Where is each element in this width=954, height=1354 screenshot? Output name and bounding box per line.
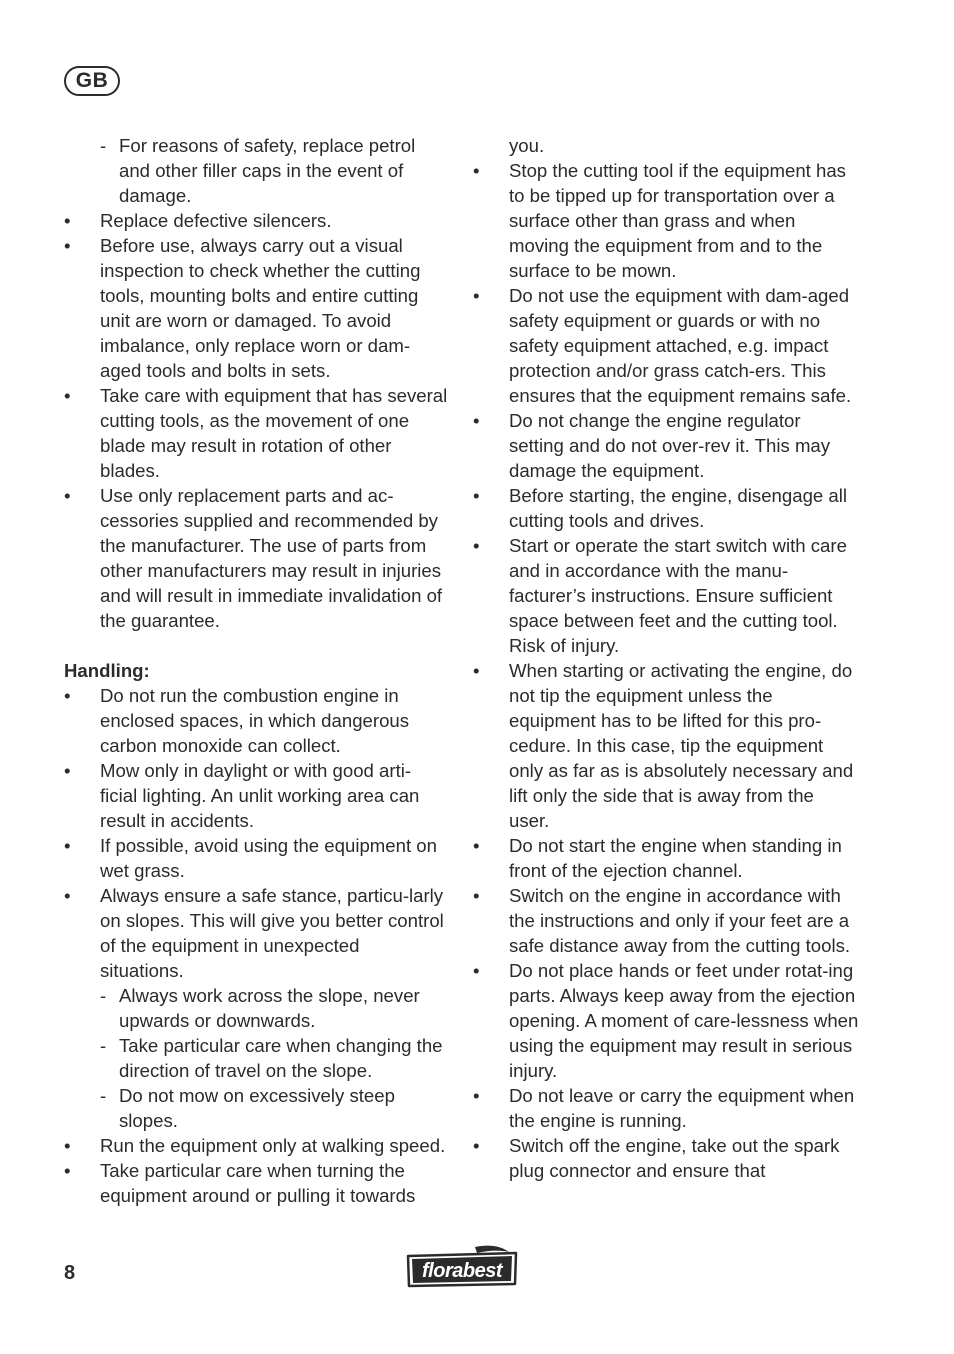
dash-item: - For reasons of safety, replace petrol and other filler caps in the event of damage. [64, 133, 448, 208]
bullet-item: • Do not use the equipment with dam-aged safety equipment or guards or with no safety equipment attached, e.g. impact protection and/or grass catch-ers. This ensures that the equipment remains safe. [473, 283, 859, 408]
bullet-item: • Do not change the engine regulator setting and do not over-rev it. This may damage the equipment. [473, 408, 859, 483]
bullet-item: • Do not start the engine when standing in front of the ejection channel. [473, 833, 859, 883]
continuation-text: you. [509, 135, 545, 156]
bullet-item: • Take care with equipment that has several cutting tools, as the movement of one blade may result in rotation of other blades. [64, 383, 448, 483]
bullet-item: • Do not run the combustion engine in enclosed spaces, in which dangerous carbon monoxide can collect. [64, 683, 448, 758]
bullet-item: • Always ensure a safe stance, particu-larly on slopes. This will give you better control of the equipment in unexpected situations. [64, 883, 448, 983]
bullet-item: • Before starting, the engine, disengage all cutting tools and drives. [473, 483, 859, 533]
dash-item: - Do not mow on excessively steep slopes. [64, 1083, 448, 1133]
bullet-item: • Stop the cutting tool if the equipment has to be tipped up for transportation over a surface other than grass and when moving the equipment from and to the surface to be mown. [473, 158, 859, 283]
bullet-item: • Start or operate the start switch with care and in accordance with the manu-facturer’s instructions. Ensure sufficient space between feet and the cutting tool. Risk of injury. [473, 533, 859, 658]
svg-text:florabest: florabest [422, 1260, 502, 1282]
bullet-item: • Switch off the engine, take out the spark plug connector and ensure that [473, 1133, 859, 1183]
bullet-item: • Replace defective silencers. [64, 208, 448, 233]
language-badge: GB [64, 66, 120, 96]
bullet-item: • Before use, always carry out a visual inspection to check whether the cutting tools, mounting bolts and entire cutting unit are worn or damaged. To avoid imbalance, only replace worn or dam-aged tools and bolts in sets. [64, 233, 448, 383]
bullet-item: • When starting or activating the engine, do not tip the equipment unless the equipment has to be lifted for this pro-cedure. In this case, tip the equipment only as far as is absolutely necessary and lift only the side that is away from the user. [473, 658, 859, 833]
bullet-item: • Do not leave or carry the equipment when the engine is running. [473, 1083, 859, 1133]
dash-item: - Take particular care when changing the direction of travel on the slope. [64, 1033, 448, 1083]
bullet-item: • If possible, avoid using the equipment on wet grass. [64, 833, 448, 883]
dash-item: - Always work across the slope, never upwards or downwards. [64, 983, 448, 1033]
section-heading-handling: Handling: [64, 660, 150, 681]
bullet-item: • Use only replacement parts and ac-cessories supplied and recommended by the manufacturer. The use of parts from other manufacturers may result in injuries and will result in immediate invalidation of the guarantee. [64, 483, 448, 633]
bullet-item: • Run the equipment only at walking speed. [64, 1133, 448, 1158]
right-column [473, 133, 859, 1183]
left-column [64, 133, 448, 1208]
florabest-logo [405, 1244, 519, 1290]
bullet-item: • Switch on the engine in accordance with the instructions and only if your feet are a safe distance away from the cutting tools. [473, 883, 859, 958]
bullet-item: • Take particular care when turning the equipment around or pulling it towards [64, 1158, 448, 1208]
page-number: 8 [64, 1262, 76, 1284]
bullet-item: • Mow only in daylight or with good arti-ficial lighting. An unlit working area can result in accidents. [64, 758, 448, 833]
bullet-item: • Do not place hands or feet under rotat-ing parts. Always keep away from the ejection opening. A moment of care-lessness when using the equipment may result in serious injury. [473, 958, 859, 1083]
